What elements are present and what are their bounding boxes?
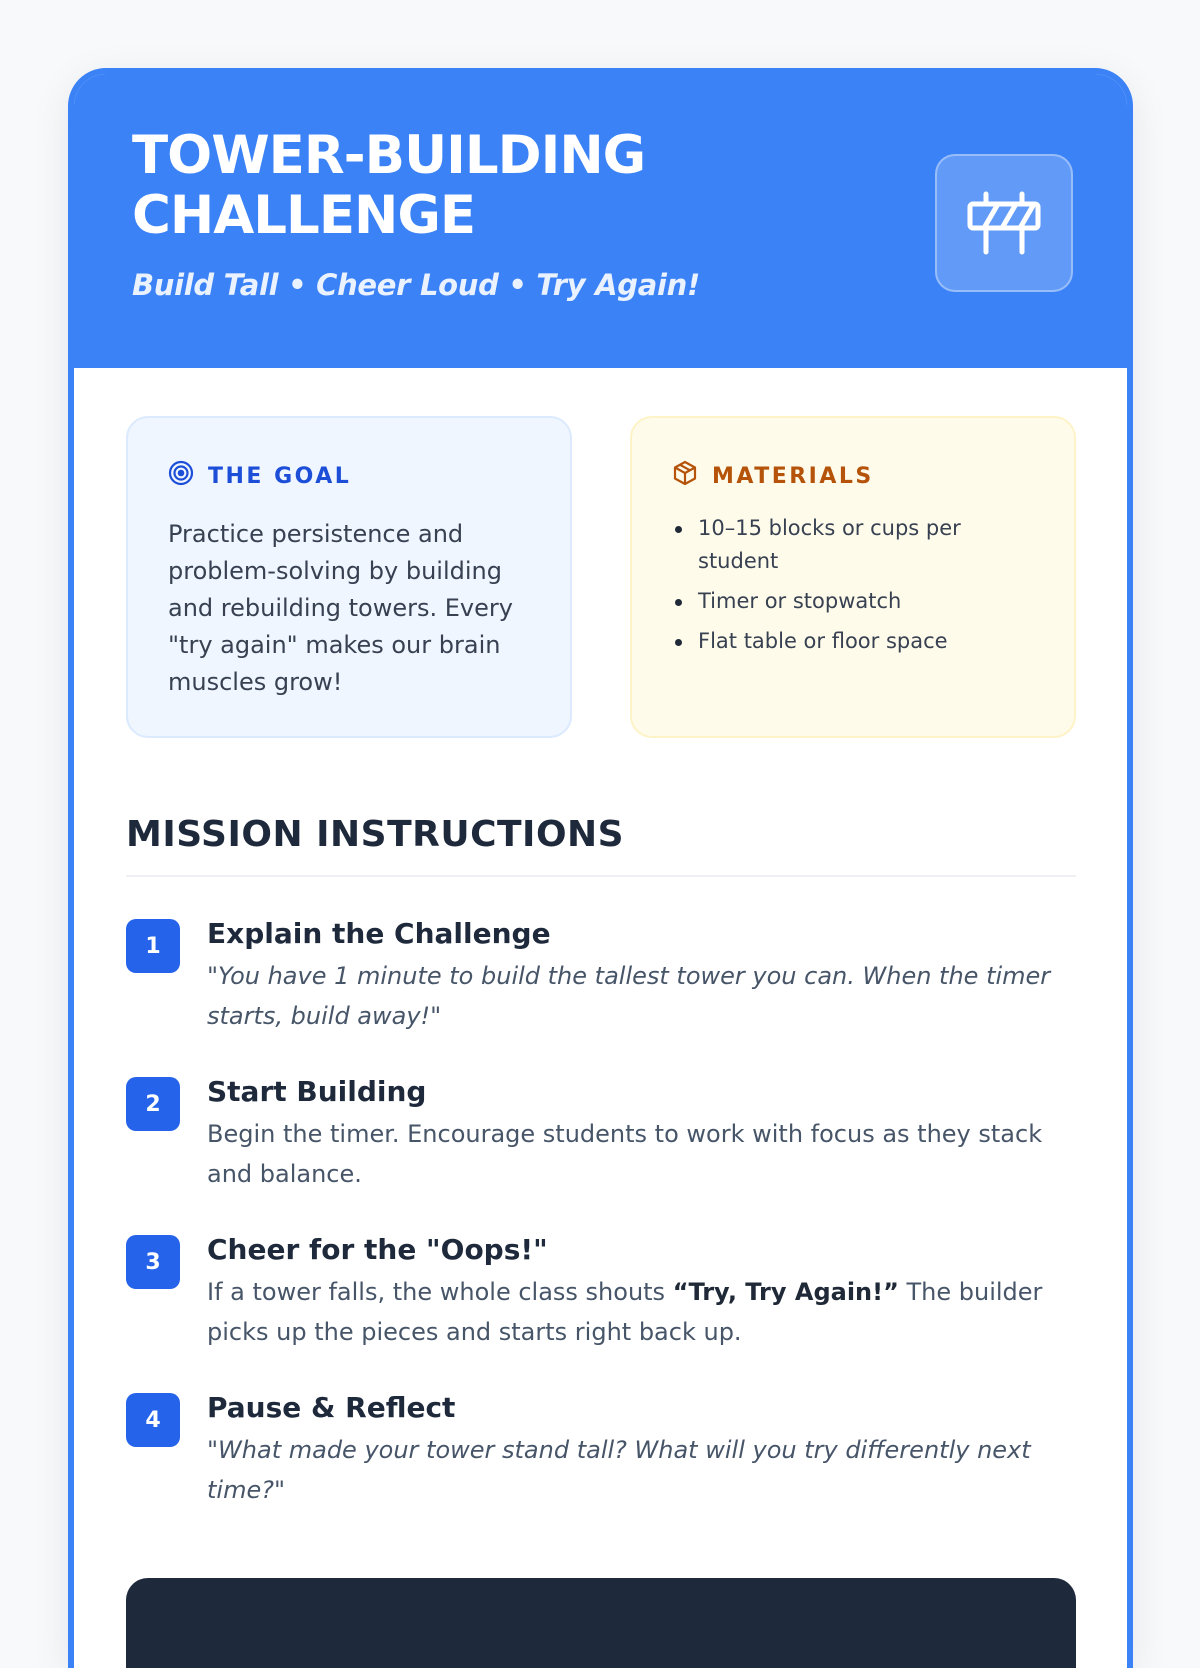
- road-barrier-icon: [935, 154, 1073, 292]
- step-number-badge: 3: [126, 1235, 180, 1289]
- step-text: [207, 1272, 1076, 1352]
- goal-heading: [168, 460, 530, 492]
- list-item: Flat table or floor space: [672, 625, 1034, 658]
- goal-text: Practice persistence and problem-solving by building and rebuilding towers. Every "try again" makes our brain muscles grow!: [168, 520, 513, 696]
- target-icon: [168, 460, 208, 492]
- step-body: [207, 1232, 1076, 1390]
- goal-heading-label: THE GOAL: [208, 463, 352, 489]
- step-title: Start Building: [207, 1075, 427, 1108]
- step-text-before: If a tower falls, the whole class shouts: [207, 1278, 673, 1306]
- step-title: Pause & Reflect: [207, 1391, 456, 1424]
- step-item: [126, 916, 1076, 1074]
- section-title: MISSION INSTRUCTIONS: [126, 814, 1076, 877]
- materials-heading-label: MATERIALS: [712, 463, 874, 489]
- step-text-emphasis: “Try, Try Again!”: [672, 1278, 899, 1306]
- box-icon: [672, 460, 712, 492]
- challenge-card: [68, 68, 1133, 1668]
- materials-heading: [672, 460, 1034, 492]
- step-body: [207, 1390, 1076, 1548]
- step-text-after: The builder picks up the pieces and starts right back up.: [207, 1278, 1043, 1346]
- step-number-badge: 1: [126, 919, 180, 973]
- step-item: [126, 1232, 1076, 1390]
- list-item: Timer or stopwatch: [672, 585, 1034, 618]
- list-item: 10–15 blocks or cups per student: [672, 512, 1034, 578]
- header: [74, 74, 1127, 368]
- footer-banner: [126, 1578, 1076, 1668]
- step-title: Cheer for the "Oops!": [207, 1233, 548, 1266]
- steps-list: [126, 916, 1076, 1548]
- step-text: Begin the timer. Encourage students to work with focus as they stack and balance.: [207, 1120, 1043, 1188]
- materials-box: [630, 416, 1076, 738]
- goal-box: [126, 416, 572, 738]
- page-subtitle: Build Tall • Cheer Loud • Try Again!: [132, 268, 700, 302]
- materials-list: [672, 512, 1034, 658]
- step-item: [126, 1390, 1076, 1548]
- page-title: TOWER-BUILDING CHALLENGE: [132, 125, 646, 246]
- step-body: [207, 916, 1076, 1074]
- step-text: "You have 1 minute to build the tallest tower you can. When the timer starts, build away!": [207, 962, 1051, 1030]
- step-item: [126, 1074, 1076, 1232]
- step-body: [207, 1074, 1076, 1232]
- step-text: "What made your tower stand tall? What will you try differently next time?": [207, 1436, 1031, 1504]
- info-row: [126, 416, 1076, 738]
- step-title: Explain the Challenge: [207, 917, 551, 950]
- step-number-badge: 4: [126, 1393, 180, 1447]
- step-number-badge: 2: [126, 1077, 180, 1131]
